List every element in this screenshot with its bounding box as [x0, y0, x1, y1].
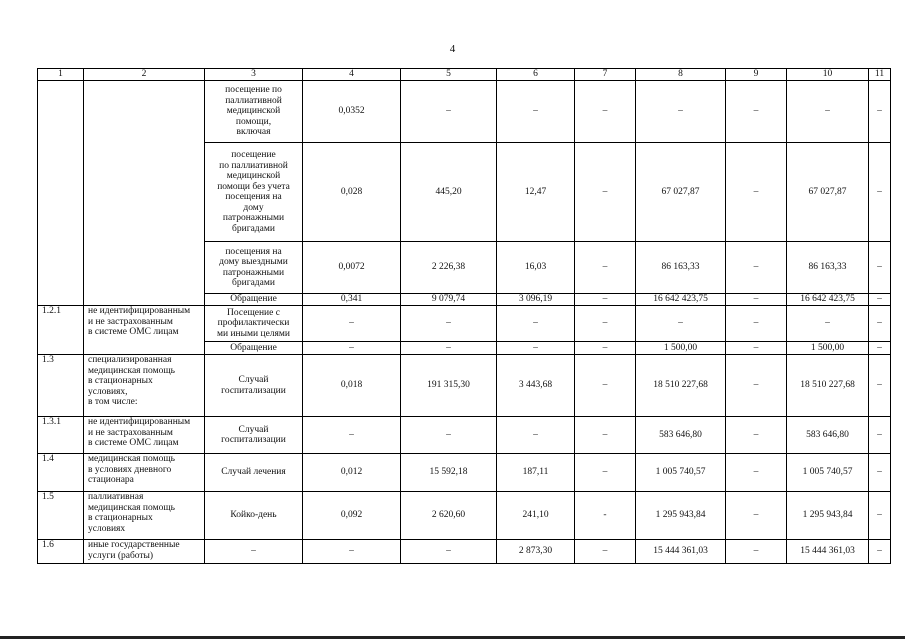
- value-cell: –: [869, 355, 891, 417]
- value-cell: 18 510 227,68: [636, 355, 726, 417]
- table-row: [38, 492, 891, 540]
- column-header: 11: [869, 69, 891, 81]
- value-cell: –: [869, 81, 891, 143]
- value-cell: –: [726, 355, 787, 417]
- value-cell: 15 592,18: [401, 454, 497, 492]
- value-cell: 1 295 943,84: [636, 492, 726, 540]
- row-name: не идентифицированным и не застрахованным в системе ОМС лицам: [84, 417, 205, 454]
- value-cell: 67 027,87: [787, 143, 869, 242]
- data-table: [37, 68, 891, 564]
- value-cell: –: [869, 242, 891, 294]
- column-header: 1: [38, 69, 84, 81]
- value-cell: –: [726, 143, 787, 242]
- value-cell: 0,092: [303, 492, 401, 540]
- value-cell: 15 444 361,03: [787, 540, 869, 564]
- value-cell: 0,028: [303, 143, 401, 242]
- value-cell: 0,018: [303, 355, 401, 417]
- value-cell: 86 163,33: [787, 242, 869, 294]
- value-cell: –: [401, 540, 497, 564]
- value-cell: 2 873,30: [497, 540, 575, 564]
- column-header: 8: [636, 69, 726, 81]
- value-cell: 9 079,74: [401, 294, 497, 306]
- column-header: 4: [303, 69, 401, 81]
- row-code: 1.5: [38, 492, 84, 540]
- value-cell: 1 005 740,57: [787, 454, 869, 492]
- row-code: 1.6: [38, 540, 84, 564]
- value-cell: 1 005 740,57: [636, 454, 726, 492]
- row-name: иные государственные услуги (работы): [84, 540, 205, 564]
- value-cell: 583 646,80: [787, 417, 869, 454]
- value-cell: –: [497, 342, 575, 355]
- value-cell: 12,47: [497, 143, 575, 242]
- value-cell: –: [401, 417, 497, 454]
- unit-cell: Случай лечения: [205, 454, 303, 492]
- value-cell: –: [575, 342, 636, 355]
- unit-cell: Посещение с профилактически ми иными целями: [205, 306, 303, 342]
- value-cell: 187,11: [497, 454, 575, 492]
- value-cell: 241,10: [497, 492, 575, 540]
- value-cell: –: [869, 294, 891, 306]
- value-cell: –: [787, 81, 869, 143]
- value-cell: –: [303, 306, 401, 342]
- unit-cell: Обращение: [205, 342, 303, 355]
- value-cell: –: [869, 492, 891, 540]
- unit-cell: посещение по паллиативной медицинской помощи, включая: [205, 81, 303, 143]
- value-cell: –: [726, 454, 787, 492]
- value-cell: –: [401, 306, 497, 342]
- value-cell: 1 500,00: [636, 342, 726, 355]
- column-header: 10: [787, 69, 869, 81]
- value-cell: –: [726, 540, 787, 564]
- value-cell: 16,03: [497, 242, 575, 294]
- value-cell: –: [636, 306, 726, 342]
- value-cell: –: [869, 306, 891, 342]
- value-cell: 0,012: [303, 454, 401, 492]
- value-cell: –: [303, 342, 401, 355]
- table-row: [38, 81, 891, 143]
- value-cell: –: [575, 294, 636, 306]
- value-cell: –: [869, 342, 891, 355]
- row-code: 1.3.1: [38, 417, 84, 454]
- table-row: [38, 355, 891, 417]
- value-cell: –: [401, 81, 497, 143]
- value-cell: 16 642 423,75: [636, 294, 726, 306]
- value-cell: –: [726, 294, 787, 306]
- value-cell: –: [726, 81, 787, 143]
- column-header: 6: [497, 69, 575, 81]
- value-cell: –: [575, 306, 636, 342]
- unit-cell: Случай госпитализации: [205, 355, 303, 417]
- row-name: [84, 81, 205, 306]
- value-cell: 67 027,87: [636, 143, 726, 242]
- value-cell: –: [497, 81, 575, 143]
- value-cell: –: [636, 81, 726, 143]
- value-cell: –: [726, 306, 787, 342]
- unit-cell: посещения на дому выездными патронажными бригадами: [205, 242, 303, 294]
- value-cell: 15 444 361,03: [636, 540, 726, 564]
- value-cell: –: [869, 540, 891, 564]
- value-cell: –: [575, 540, 636, 564]
- value-cell: 583 646,80: [636, 417, 726, 454]
- column-header: 5: [401, 69, 497, 81]
- row-code: 1.3: [38, 355, 84, 417]
- value-cell: –: [575, 81, 636, 143]
- value-cell: –: [726, 342, 787, 355]
- value-cell: –: [726, 242, 787, 294]
- value-cell: –: [497, 306, 575, 342]
- column-header: 7: [575, 69, 636, 81]
- value-cell: –: [497, 417, 575, 454]
- column-header: 9: [726, 69, 787, 81]
- value-cell: –: [303, 540, 401, 564]
- value-cell: –: [401, 342, 497, 355]
- table-row: [38, 454, 891, 492]
- row-name: медицинская помощь в условиях дневного стационара: [84, 454, 205, 492]
- value-cell: –: [575, 454, 636, 492]
- value-cell: 1 295 943,84: [787, 492, 869, 540]
- value-cell: 1 500,00: [787, 342, 869, 355]
- value-cell: 18 510 227,68: [787, 355, 869, 417]
- value-cell: –: [869, 143, 891, 242]
- table-row: [38, 417, 891, 454]
- value-cell: 3 096,19: [497, 294, 575, 306]
- value-cell: 445,20: [401, 143, 497, 242]
- value-cell: –: [575, 417, 636, 454]
- value-cell: 0,0352: [303, 81, 401, 143]
- value-cell: –: [869, 454, 891, 492]
- value-cell: -: [575, 492, 636, 540]
- column-header: 3: [205, 69, 303, 81]
- value-cell: –: [726, 492, 787, 540]
- value-cell: 86 163,33: [636, 242, 726, 294]
- row-name: не идентифицированным и не застрахованным в системе ОМС лицам: [84, 306, 205, 355]
- value-cell: –: [869, 417, 891, 454]
- table-row: [38, 306, 891, 342]
- row-code: [38, 81, 84, 306]
- unit-cell: Койко-день: [205, 492, 303, 540]
- value-cell: –: [575, 355, 636, 417]
- unit-cell: посещение по паллиативной медицинской помощи без учета посещения на дому патронажными бригадами: [205, 143, 303, 242]
- value-cell: 2 620,60: [401, 492, 497, 540]
- value-cell: –: [303, 417, 401, 454]
- unit-cell: –: [205, 540, 303, 564]
- value-cell: –: [787, 306, 869, 342]
- value-cell: 191 315,30: [401, 355, 497, 417]
- scan-edge-line: [0, 636, 905, 639]
- value-cell: 2 226,38: [401, 242, 497, 294]
- value-cell: 16 642 423,75: [787, 294, 869, 306]
- row-code: 1.4: [38, 454, 84, 492]
- value-cell: 0,341: [303, 294, 401, 306]
- unit-cell: Обращение: [205, 294, 303, 306]
- row-name: специализированная медицинская помощь в стационарных условиях, в том числе:: [84, 355, 205, 417]
- unit-cell: Случай госпитализации: [205, 417, 303, 454]
- page-number: 4: [449, 43, 456, 55]
- value-cell: –: [726, 417, 787, 454]
- row-name: паллиативная медицинская помощь в стационарных условиях: [84, 492, 205, 540]
- value-cell: –: [575, 143, 636, 242]
- value-cell: 3 443,68: [497, 355, 575, 417]
- column-number-row: [38, 69, 891, 81]
- row-code: 1.2.1: [38, 306, 84, 355]
- value-cell: 0,0072: [303, 242, 401, 294]
- column-header: 2: [84, 69, 205, 81]
- value-cell: –: [575, 242, 636, 294]
- table-row: [38, 540, 891, 564]
